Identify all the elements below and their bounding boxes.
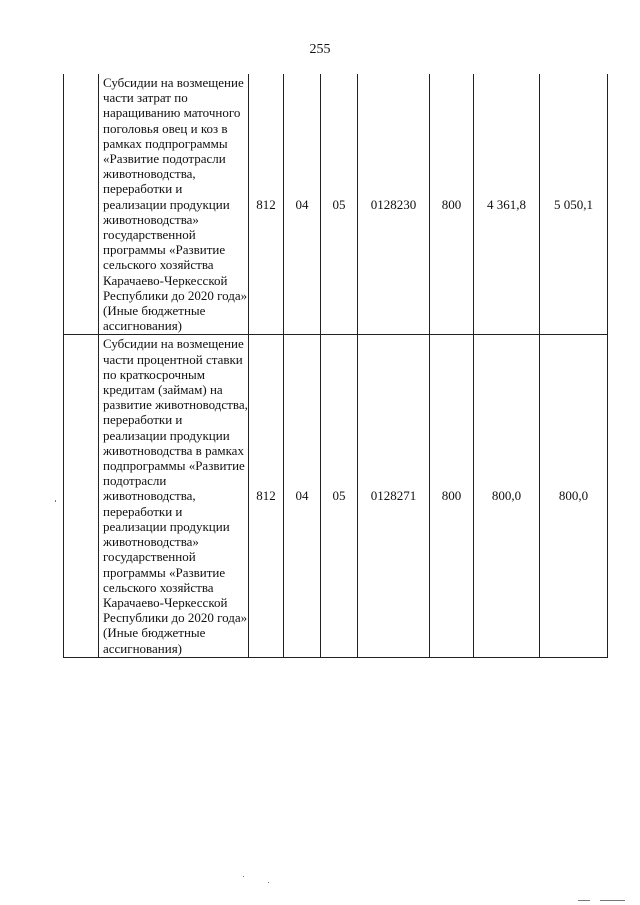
target-article-code: 0128271	[358, 335, 430, 657]
expense-description: Субсидии на возмещение части затрат по наращиванию маточного поголовья овец и коз в рамках подпрограммы «Развитие подотрасли животноводства, переработки и реализации продукции животноводства» государственной программы «Развитие сельского хозяйства Карачаево-Черкесской Республики до 2020 года» (Иные бюджетные ассигнования)	[99, 74, 249, 335]
amount-first-year: 4 361,8	[474, 74, 540, 335]
ministry-code: 812	[249, 335, 284, 657]
budget-table	[63, 74, 608, 658]
amount-second-year: 800,0	[540, 335, 608, 657]
table-row	[64, 74, 608, 335]
section-code: 04	[284, 74, 321, 335]
scan-edge-mark	[600, 900, 625, 901]
amount-second-year: 5 050,1	[540, 74, 608, 335]
expense-description: Субсидии на возмещение части процентной ставки по краткосрочным кредитам (займам) на развитие животноводства, переработки и реализации продукции животноводства в рамках подпрограммы «Развитие подотрасли животноводства, переработки и реализации продукции животноводства» государственной программы «Развитие сельского хозяйства Карачаево-Черкесской Республики до 2020 года» (Иные бюджетные ассигнования)	[99, 335, 249, 657]
scan-speck	[243, 876, 244, 877]
empty-cell	[64, 335, 99, 657]
expense-type-code: 800	[430, 335, 474, 657]
page-number: 255	[309, 42, 331, 57]
table-row	[64, 335, 608, 657]
scan-speck	[55, 500, 56, 502]
empty-cell	[64, 74, 99, 335]
scan-edge-mark	[578, 900, 590, 901]
amount-first-year: 800,0	[474, 335, 540, 657]
target-article-code: 0128230	[358, 74, 430, 335]
section-code: 04	[284, 335, 321, 657]
subsection-code: 05	[321, 74, 358, 335]
expense-type-code: 800	[430, 74, 474, 335]
scan-speck	[268, 882, 269, 883]
ministry-code: 812	[249, 74, 284, 335]
subsection-code: 05	[321, 335, 358, 657]
